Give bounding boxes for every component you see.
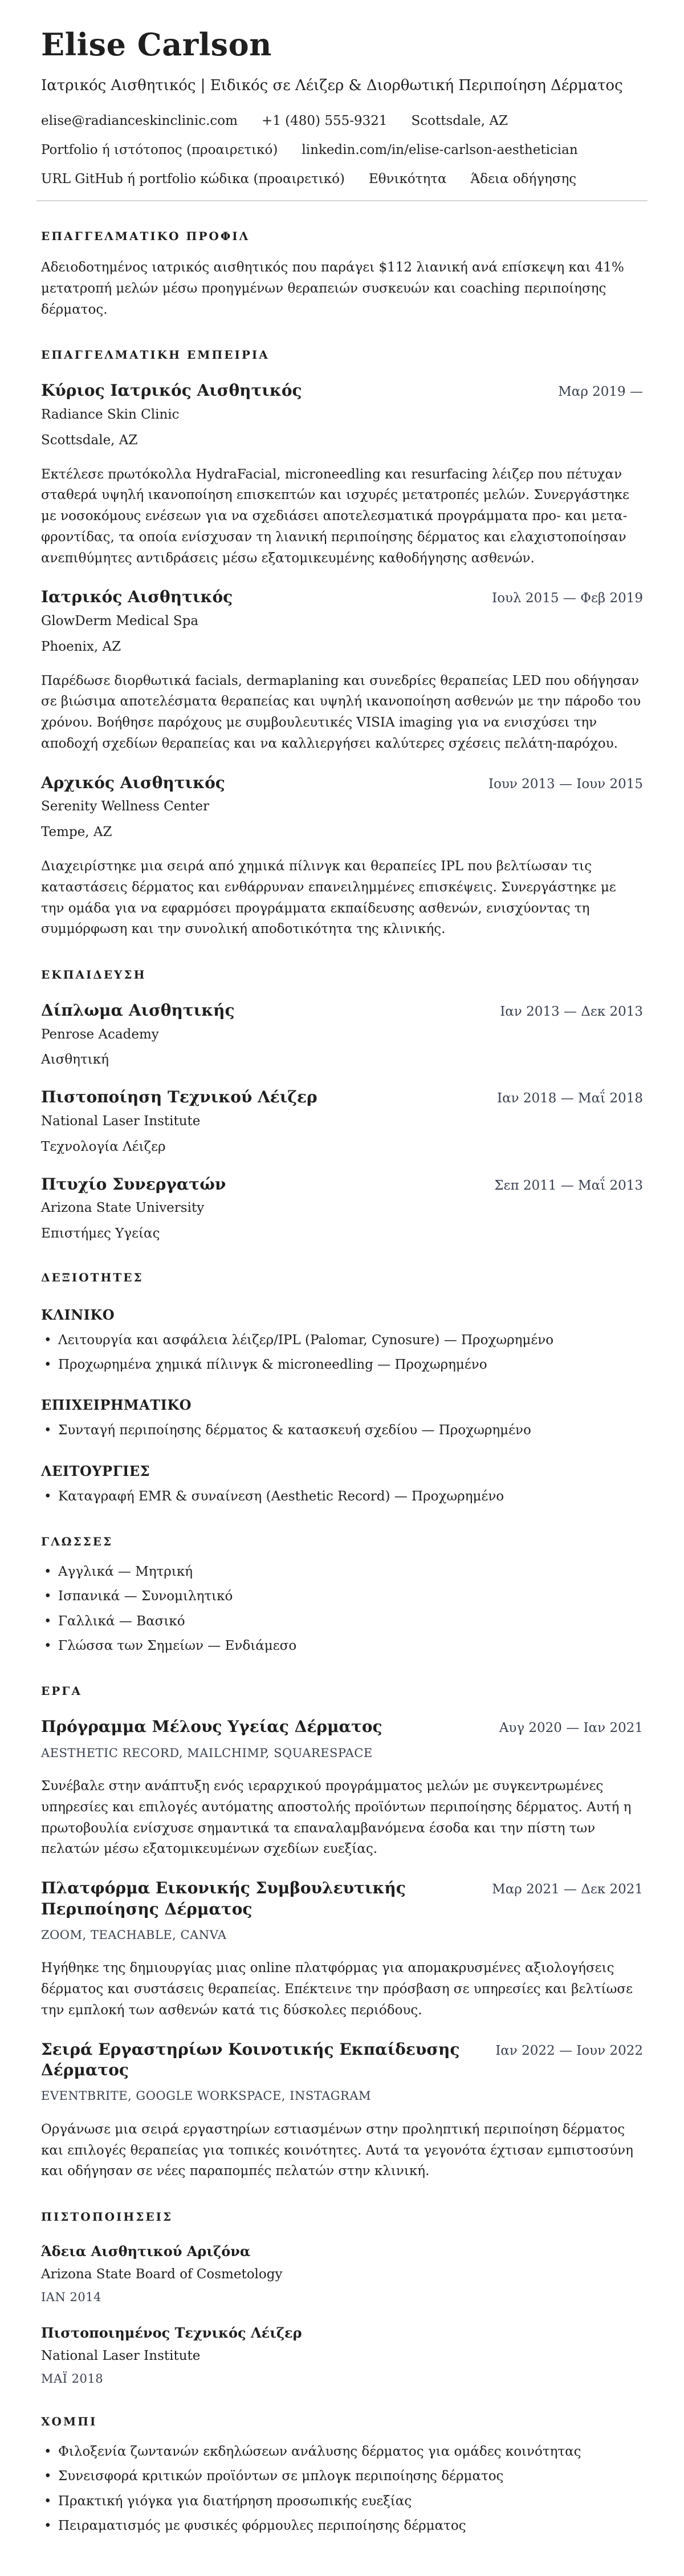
education-entry-header	[41, 1174, 643, 1195]
company-name: Serenity Wellness Center	[41, 799, 209, 814]
candidate-name: Elise Carlson	[41, 26, 272, 63]
location-text: Scottsdale, AZ	[411, 113, 508, 129]
project-entry	[41, 1878, 643, 2021]
project-title: Σειρά Εργαστηρίων Κοινοτικής Εκπαίδευσης Δέρματος	[41, 2039, 460, 2080]
skill-group-business	[41, 1397, 643, 1441]
certifications-heading: ΠΙΣΤΟΠΟΙΗΣΕΙΣ	[41, 2210, 173, 2224]
language-item: • Γαλλικά — Βασικό	[41, 1611, 643, 1632]
skills-heading: ΔΕΞΙΟΤΗΤΕΣ	[41, 1270, 144, 1284]
certification-title: Άδεια Αισθητικού Αριζόνα	[41, 2243, 251, 2260]
project-title: Πλατφόρμα Εικονικής Συμβουλευτικής Περιποίησης Δέρματος	[41, 1879, 406, 1918]
section-education	[41, 967, 643, 1243]
hobby-item: • Φιλοξενία ζωντανών εκδηλώσεων ανάλυσης δέρματος για ομάδες κοινότητας	[41, 2441, 643, 2462]
job-dates: Ιουν 2013 — Ιουν 2015	[488, 776, 643, 792]
education-dates: Σεπ 2011 — Μαΐ 2013	[494, 1178, 643, 1193]
school-name: Penrose Academy	[41, 1027, 159, 1042]
section-experience	[41, 347, 643, 940]
header-divider	[36, 200, 648, 201]
section-certifications	[41, 2209, 643, 2387]
experience-entry	[41, 380, 643, 569]
skill-list	[41, 1420, 643, 1441]
github-placeholder-field[interactable]: URL GitHub ή portfolio κώδικα (προαιρετικό)	[41, 172, 345, 187]
hobby-list	[41, 2441, 643, 2536]
field-of-study: Αισθητική	[41, 1052, 109, 1068]
degree-title: Πτυχίο Συνεργατών	[41, 1174, 226, 1194]
project-dates: Αυγ 2020 — Ιαν 2021	[499, 1721, 643, 1736]
project-tools: ZOOM, TEACHABLE, CANVA	[41, 1928, 227, 1942]
email-link[interactable]: elise@radianceskinclinic.com	[41, 113, 238, 129]
project-dates: Μαρ 2021 — Δεκ 2021	[492, 1882, 643, 1897]
certification-issuer: Arizona State Board of Cosmetology	[41, 2267, 283, 2282]
project-entry-header	[41, 1717, 643, 1737]
skill-item: • Καταγραφή EMR & συναίνεση (Aesthetic Record) — Προχωρημένο	[41, 1486, 643, 1507]
certification-entry	[41, 2242, 643, 2305]
job-dates: Ιουλ 2015 — Φεβ 2019	[492, 591, 643, 606]
profile-text: Αδειοδοτημένος ιατρικός αισθητικός που παράγει $112 λιανική ανά επίσκεψη και 41% μετατροπή μελών μέσω προηγμένων θεραπειών συσκευών και coaching περιποίησης δέρματος.	[41, 259, 624, 317]
job-title: Ιατρικός Αισθητικός	[41, 587, 233, 607]
project-title: Πρόγραμμα Μέλους Υγείας Δέρματος	[41, 1717, 382, 1737]
languages-heading: ΓΛΩΣΣΕΣ	[41, 1535, 113, 1549]
nationality-placeholder-field[interactable]: Εθνικότητα	[368, 172, 447, 187]
job-title: Αρχικός Αισθητικός	[41, 773, 225, 792]
project-description: Οργάνωσε μια σειρά εργαστηρίων εστιασμένων στην προληπτική περιποίηση δέρματος και επιλογές θεραπείας για τοπικές κοινότητες. Αυτά τα γεγονότα έχτισαν εμπιστοσύνη και οδήγησαν σε νέες παραπομπές πελατών στην κλινική.	[41, 2121, 633, 2179]
skill-group-operations	[41, 1463, 643, 1507]
school-name: Arizona State University	[41, 1200, 205, 1215]
job-location: Phoenix, AZ	[41, 639, 121, 654]
section-skills	[41, 1270, 643, 1507]
experience-entry	[41, 773, 643, 940]
hobbies-heading: ΧΟΜΠΙ	[41, 2414, 97, 2428]
resume-header	[41, 27, 643, 201]
job-description: Διαχειρίστηκε μια σειρά από χημικά πίλινγκ και θεραπείες IPL που βελτίωσαν τις καταστάσεις δέρματος και ενθάρρυναν επανειλημμένες επισκέψεις. Συνεργάστηκε με την ομάδα για να εφαρμόσει προγράμματα εκπαίδευσης ασθενών, ενισχύοντας τη συμμόρφωση και την συνολική αποδοτικότητα της κλινικής.	[41, 859, 616, 937]
skill-group-clinical	[41, 1307, 643, 1376]
project-entry-header	[41, 1878, 643, 1920]
contact-row-1	[41, 113, 643, 130]
certification-title: Πιστοποιημένος Τεχνικός Λέιζερ	[41, 2324, 302, 2341]
school-name: National Laser Institute	[41, 1113, 201, 1129]
portfolio-placeholder-field[interactable]: Portfolio ή ιστότοπος (προαιρετικό)	[41, 143, 278, 158]
driving-license-placeholder-field[interactable]: Άδεια οδήγησης	[470, 172, 577, 187]
project-description: Ηγήθηκε της δημιουργίας μιας online πλατφόρμας για απομακρυσμένες αξιολογήσεις δέρματος και συστάσεις θεραπείας. Επέκτεινε την πρόσβαση σε υπηρεσίες και βελτίωσε την εμπλοκή των ασθενών κατά τις δύσκολες περιόδους.	[41, 1961, 633, 2018]
experience-entry-header	[41, 380, 643, 401]
job-location: Tempe, AZ	[41, 825, 112, 840]
education-entry-header	[41, 1000, 643, 1021]
project-entry	[41, 2039, 643, 2182]
job-description: Παρέδωσε διορθωτικά facials, dermaplaning και συνεδρίες θεραπείας LED που οδήγησαν σε βιώσιμα αποτελέσματα θεραπείας και υψηλή ικανοποίηση ασθενών με την πάροδο του χρόνου. Βοήθησε παρόχους με συμβουλευτικές VISIA imaging για να ενισχύσει την αποδοχή σχεδίων θεραπείας και να καλλιεργήσει καλύτερες σχέσεις πελάτη-παρόχου.	[41, 673, 641, 752]
company-name: Radiance Skin Clinic	[41, 407, 180, 422]
section-projects	[41, 1683, 643, 2182]
certification-issuer: National Laser Institute	[41, 2348, 201, 2363]
certification-entry	[41, 2324, 643, 2387]
education-entry-header	[41, 1087, 643, 1108]
projects-heading: ΕΡΓΑ	[41, 1684, 82, 1698]
profile-heading: ΕΠΑΓΓΕΛΜΑΤΙΚΟ ΠΡΟΦΙΛ	[41, 229, 250, 243]
project-tools: EVENTBRITE, GOOGLE WORKSPACE, INSTAGRAM	[41, 2089, 372, 2103]
hobby-item: • Συνεισφορά κριτικών προϊόντων σε μπλογκ περιποίησης δέρματος	[41, 2466, 643, 2486]
hobby-item: • Πειραματισμός με φυσικές φόρμουλες περιποίησης δέρματος	[41, 2516, 643, 2536]
section-hobbies	[41, 2414, 643, 2536]
experience-heading: ΕΠΑΓΓΕΛΜΑΤΙΚΗ ΕΜΠΕΙΡΙΑ	[41, 348, 270, 362]
linkedin-link[interactable]: linkedin.com/in/elise-carlson-aesthetician	[302, 143, 578, 158]
project-tools: AESTHETIC RECORD, MAILCHIMP, SQUARESPACE	[41, 1746, 373, 1760]
project-entry-header	[41, 2039, 643, 2081]
certification-date: ΜΑΪ 2018	[41, 2371, 104, 2386]
project-dates: Ιαν 2022 — Ιουν 2022	[495, 2043, 643, 2058]
degree-title: Πιστοποίηση Τεχνικού Λέιζερ	[41, 1088, 317, 1107]
skill-group-name: ΕΠΙΧΕΙΡΗΜΑΤΙΚΟ	[41, 1397, 192, 1414]
section-profile	[41, 229, 643, 320]
project-description: Συνέβαλε στην ανάπτυξη ενός ιεραρχικού προγράμματος μελών με συγκεντρωμένες υπηρεσίες και επιλογές αυτόματης αποστολής προϊόντων περιποίησης δέρματος. Αυτή η πρωτοβουλία ενίσχυσε σημαντικά τα επαναλαμβανόμενα έσοδα και την πίστη των πελατών μέσω εξατομικευμένων σχεδίων ευεξίας.	[41, 1779, 632, 1857]
candidate-headline: Ιατρικός Αισθητικός | Ειδικός σε Λέιζερ & Διορθωτική Περιποίηση Δέρματος	[41, 77, 623, 95]
certification-date: ΙΑΝ 2014	[41, 2290, 101, 2305]
company-name: GlowDerm Medical Spa	[41, 613, 199, 628]
language-item: • Αγγλικά — Μητρική	[41, 1561, 643, 1582]
job-dates: Μαρ 2019 —	[558, 384, 643, 400]
education-heading: ΕΚΠΑΙΔΕΥΣΗ	[41, 968, 146, 982]
hobby-item: • Πρακτική γιόγκα για διατήρηση προσωπικής ευεξίας	[41, 2491, 643, 2512]
skill-item: • Συνταγή περιποίησης δέρματος & κατασκευή σχεδίου — Προχωρημένο	[41, 1420, 643, 1441]
skill-group-name: ΛΕΙΤΟΥΡΓΙΕΣ	[41, 1462, 150, 1479]
contact-row-3	[41, 171, 643, 188]
experience-entry	[41, 587, 643, 754]
education-dates: Ιαν 2013 — Δεκ 2013	[500, 1004, 643, 1020]
education-entry	[41, 1000, 643, 1069]
section-languages	[41, 1534, 643, 1656]
skill-item: • Προχωρημένα χημικά πίλινγκ & microneedling — Προχωρημένο	[41, 1354, 643, 1375]
contact-row-2	[41, 142, 643, 159]
job-location: Scottsdale, AZ	[41, 432, 138, 448]
language-list	[41, 1561, 643, 1656]
skill-item: • Λειτουργία και ασφάλεια λέιζερ/IPL (Palomar, Cynosure) — Προχωρημένο	[41, 1330, 643, 1350]
experience-entry-header	[41, 773, 643, 793]
skill-group-name: ΚΛΙΝΙΚΟ	[41, 1306, 115, 1323]
language-item: • Γλώσσα των Σημείων — Ενδιάμεσο	[41, 1636, 643, 1656]
language-item: • Ισπανικά — Συνομιλητικό	[41, 1586, 643, 1607]
education-dates: Ιαν 2018 — Μαΐ 2018	[496, 1091, 643, 1106]
phone-number: +1 (480) 555-9321	[261, 113, 388, 129]
project-entry	[41, 1717, 643, 1860]
skill-list	[41, 1486, 643, 1507]
experience-entry-header	[41, 587, 643, 607]
field-of-study: Τεχνολογία Λέιζερ	[41, 1139, 166, 1154]
skill-list	[41, 1330, 643, 1376]
education-entry	[41, 1087, 643, 1155]
degree-title: Δίπλωμα Αισθητικής	[41, 1001, 235, 1020]
education-entry	[41, 1174, 643, 1243]
job-title: Κύριος Ιατρικός Αισθητικός	[41, 381, 302, 400]
job-description: Εκτέλεσε πρωτόκολλα HydraFacial, microneedling και resurfacing λέιζερ που πέτυχαν σταθερά υψηλή ικανοποίηση επισκεπτών και ισχυρές μετατροπές μελών. Συνεργάστηκε με νοσοκόμους ενέσεων για να σχεδιάσει αποτελεσματικά προγράμματα προ- και μετα-φροντίδας, τα οποία ενίσχυσαν τη λιανική περιποίησης δέρματος και ελαχιστοποίησαν ανεπιθύμητες αντιδράσεις μέσω εξατομικευμένης καθοδήγησης ασθενών.	[41, 466, 629, 566]
field-of-study: Επιστήμες Υγείας	[41, 1226, 160, 1241]
